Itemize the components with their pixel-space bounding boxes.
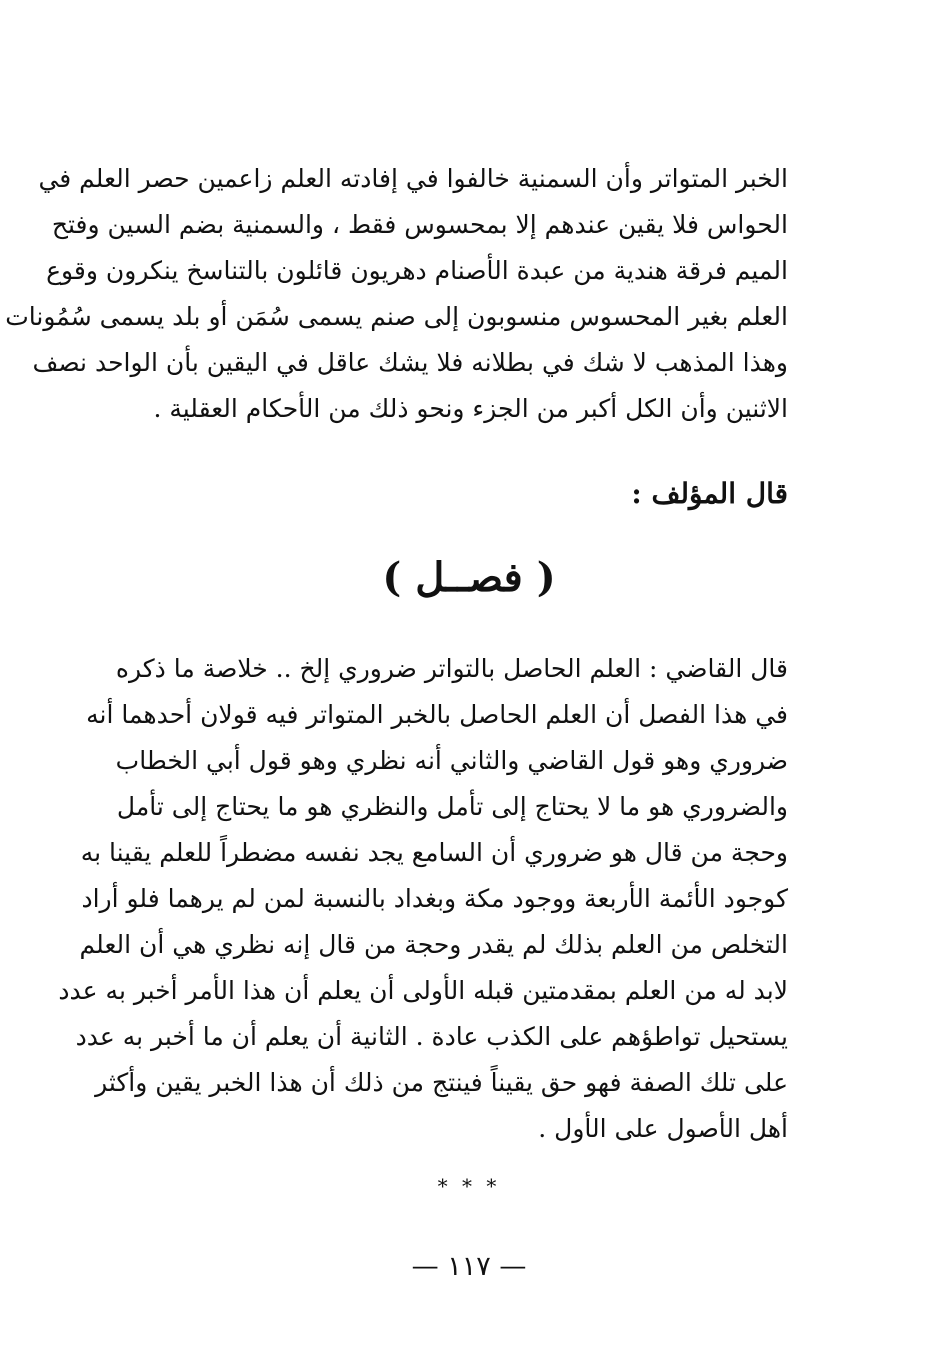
paragraph-2-line: التخلص من العلم بذلك لم يقدر وحجة من قال إنه نظري هي أن العلم xyxy=(79,930,788,959)
paragraph-2-line: كوجود الأئمة الأربعة ووجود مكة وبغداد بالنسبة لمن لم يرهما فلو أراد xyxy=(81,884,788,913)
paragraph-2-line: وحجة من قال هو ضروري أن السامع يجد نفسه مضطراً للعلم يقينا به xyxy=(80,838,788,867)
section-separator: * * * xyxy=(437,1174,501,1198)
paragraph-2-line: أهل الأصول على الأول . xyxy=(538,1114,788,1143)
paragraph-1-line: الحواس فلا يقين عندهم إلا بمحسوس فقط ، والسمنية بضم السين وفتح xyxy=(51,210,788,239)
paragraph-2-line: لابد له من العلم بمقدمتين قبله الأولى أن يعلم أن هذا الأمر أخبر به عدد xyxy=(58,976,788,1005)
paragraph-2-line: والضروري هو ما لا يحتاج إلى تأمل والنظري هو ما يحتاج إلى تأمل xyxy=(116,792,788,821)
section-title: ( فصــل ) xyxy=(382,554,556,601)
paragraph-2-line: في هذا الفصل أن العلم الحاصل بالخبر المتواتر فيه قولان أحدهما أنه xyxy=(86,700,788,729)
paragraph-2-line: قال القاضي : العلم الحاصل بالتواتر ضروري إلخ .. خلاصة ما ذكره xyxy=(115,654,788,683)
paragraph-1-line: الميم فرقة هندية من عبدة الأصنام دهريون قائلون بالتناسخ ينكرون وقوع xyxy=(46,256,788,285)
paragraph-2 xyxy=(58,646,788,1152)
paragraph-1 xyxy=(5,156,788,432)
paragraph-1-line: الخبر المتواتر وأن السمنية خالفوا في إفادته العلم زاعمين حصر العلم في xyxy=(38,164,788,193)
author-label: قال المؤلف : xyxy=(631,477,788,510)
paragraph-2-line: يستحيل تواطؤهم على الكذب عادة . الثانية أن يعلم أن ما أخبر به عدد xyxy=(75,1022,788,1051)
page-number: — ١١٧ — xyxy=(411,1251,527,1282)
paragraph-2-line: ضروري وهو قول القاضي والثاني أنه نظري وهو قول أبي الخطاب xyxy=(115,746,788,775)
paragraph-1-line: العلم بغير المحسوس منسوبون إلى صنم يسمى سُمَن أو بلد يسمى سُمُونات xyxy=(5,302,788,331)
paragraph-2-line: على تلك الصفة فهو حق يقيناً فينتج من ذلك أن هذا الخبر يقين وأكثر xyxy=(95,1068,788,1097)
paragraph-1-line: وهذا المذهب لا شك في بطلانه فلا يشك عاقل في اليقين بأن الواحد نصف xyxy=(32,348,788,377)
paragraph-1-line: الاثنين وأن الكل أكبر من الجزء ونحو ذلك من الأحكام العقلية . xyxy=(153,394,788,423)
